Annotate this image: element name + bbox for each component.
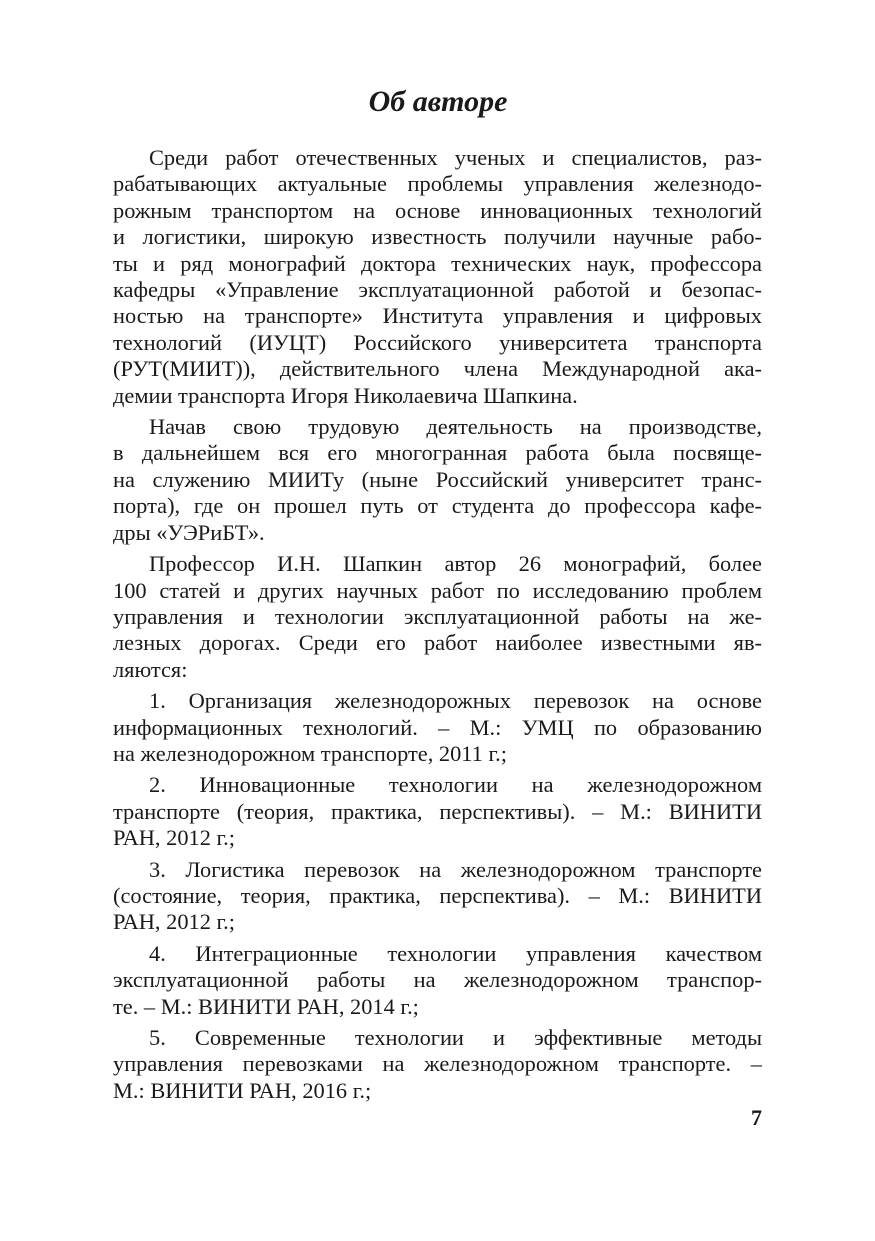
text-line: Начав свою трудовую деятельность на производстве, — [149, 414, 762, 440]
text-line: информационных технологий. – М.: УМЦ по образованию — [113, 714, 762, 740]
text-line: в дальнейшем вся его многогранная работа была посвяще- — [113, 440, 762, 466]
text-line: на железнодорожном транспорте, 2011 г.; — [113, 740, 507, 766]
text-line: 100 статей и других научных работ по исследованию проблем — [113, 577, 762, 603]
text-line: 1. Организация железнодорожных перевозок на основе — [149, 688, 762, 714]
text-line: ляются: — [113, 656, 188, 682]
text-line: РАН, 2012 г.; — [113, 825, 235, 851]
text-line: (состояние, теория, практика, перспектива). – М.: ВИНИТИ — [113, 882, 762, 908]
text-line: 5. Современные технологии и эффективные методы — [149, 1025, 762, 1050]
text-line: демии транспорта Игоря Николаевича Шапкина. — [113, 382, 578, 408]
text-line: ностью на транспорте» Института управления и цифровых — [113, 303, 762, 329]
text-line: те. – М.: ВИНИТИ РАН, 2014 г.; — [113, 993, 419, 1019]
paragraph-career — [113, 414, 762, 546]
text-line: эксплуатационной работы на железнодорожном транспор- — [113, 967, 762, 993]
text-line: 3. Логистика перевозок на железнодорожном транспорте — [149, 856, 762, 882]
text-line: на служению МИИТу (ныне Российский университет транс- — [113, 466, 762, 492]
paragraph-works — [113, 551, 762, 683]
page-number: 7 — [751, 1105, 762, 1130]
list-item-1 — [113, 688, 762, 767]
text-line: дры «УЭРиБТ». — [113, 519, 265, 545]
list-item-5 — [113, 1025, 762, 1104]
list-item-2 — [113, 772, 762, 851]
list-item-4 — [113, 941, 762, 1020]
text-line: М.: ВИНИТИ РАН, 2016 г.; — [113, 1077, 372, 1103]
paragraph-intro — [113, 145, 762, 409]
text-line: технологий (ИУЦТ) Российского университета транспорта — [113, 329, 762, 355]
text-line: лезных дорогах. Среди его работ наиболее известными яв- — [113, 630, 762, 656]
text-line: (РУТ(МИИТ)), действительного члена Международной ака- — [113, 356, 762, 382]
text-line: Профессор И.Н. Шапкин автор 26 монографий, более — [149, 551, 762, 577]
text-line: рабатывающих актуальные проблемы управления железнодо- — [113, 171, 762, 197]
text-line: транспорте (теория, практика, перспективы). – М.: ВИНИТИ — [113, 798, 762, 824]
text-line: ты и ряд монографий доктора технических наук, профессора — [113, 250, 762, 276]
text-line: порта), где он прошел путь от студента до профессора кафе- — [113, 493, 762, 519]
body-text — [113, 145, 762, 1109]
text-line: управления перевозками на железнодорожном транспорте. – — [113, 1051, 762, 1077]
text-line: 4. Интеграционные технологии управления качеством — [149, 940, 762, 966]
text-line: РАН, 2012 г.; — [113, 909, 235, 935]
page-title: Об авторе — [368, 85, 508, 118]
text-line: и логистики, широкую известность получили научные рабо- — [113, 224, 762, 250]
list-item-3 — [113, 857, 762, 936]
text-line: управления и технологии эксплуатационной работы на же- — [113, 603, 762, 629]
text-line: 2. Инновационные технологии на железнодорожном — [149, 772, 762, 798]
text-line: Среди работ отечественных ученых и специалистов, раз- — [149, 145, 762, 170]
text-line: рожным транспортом на основе инновационных технологий — [113, 197, 762, 223]
text-line: кафедры «Управление эксплуатационной работой и безопас- — [113, 277, 762, 303]
